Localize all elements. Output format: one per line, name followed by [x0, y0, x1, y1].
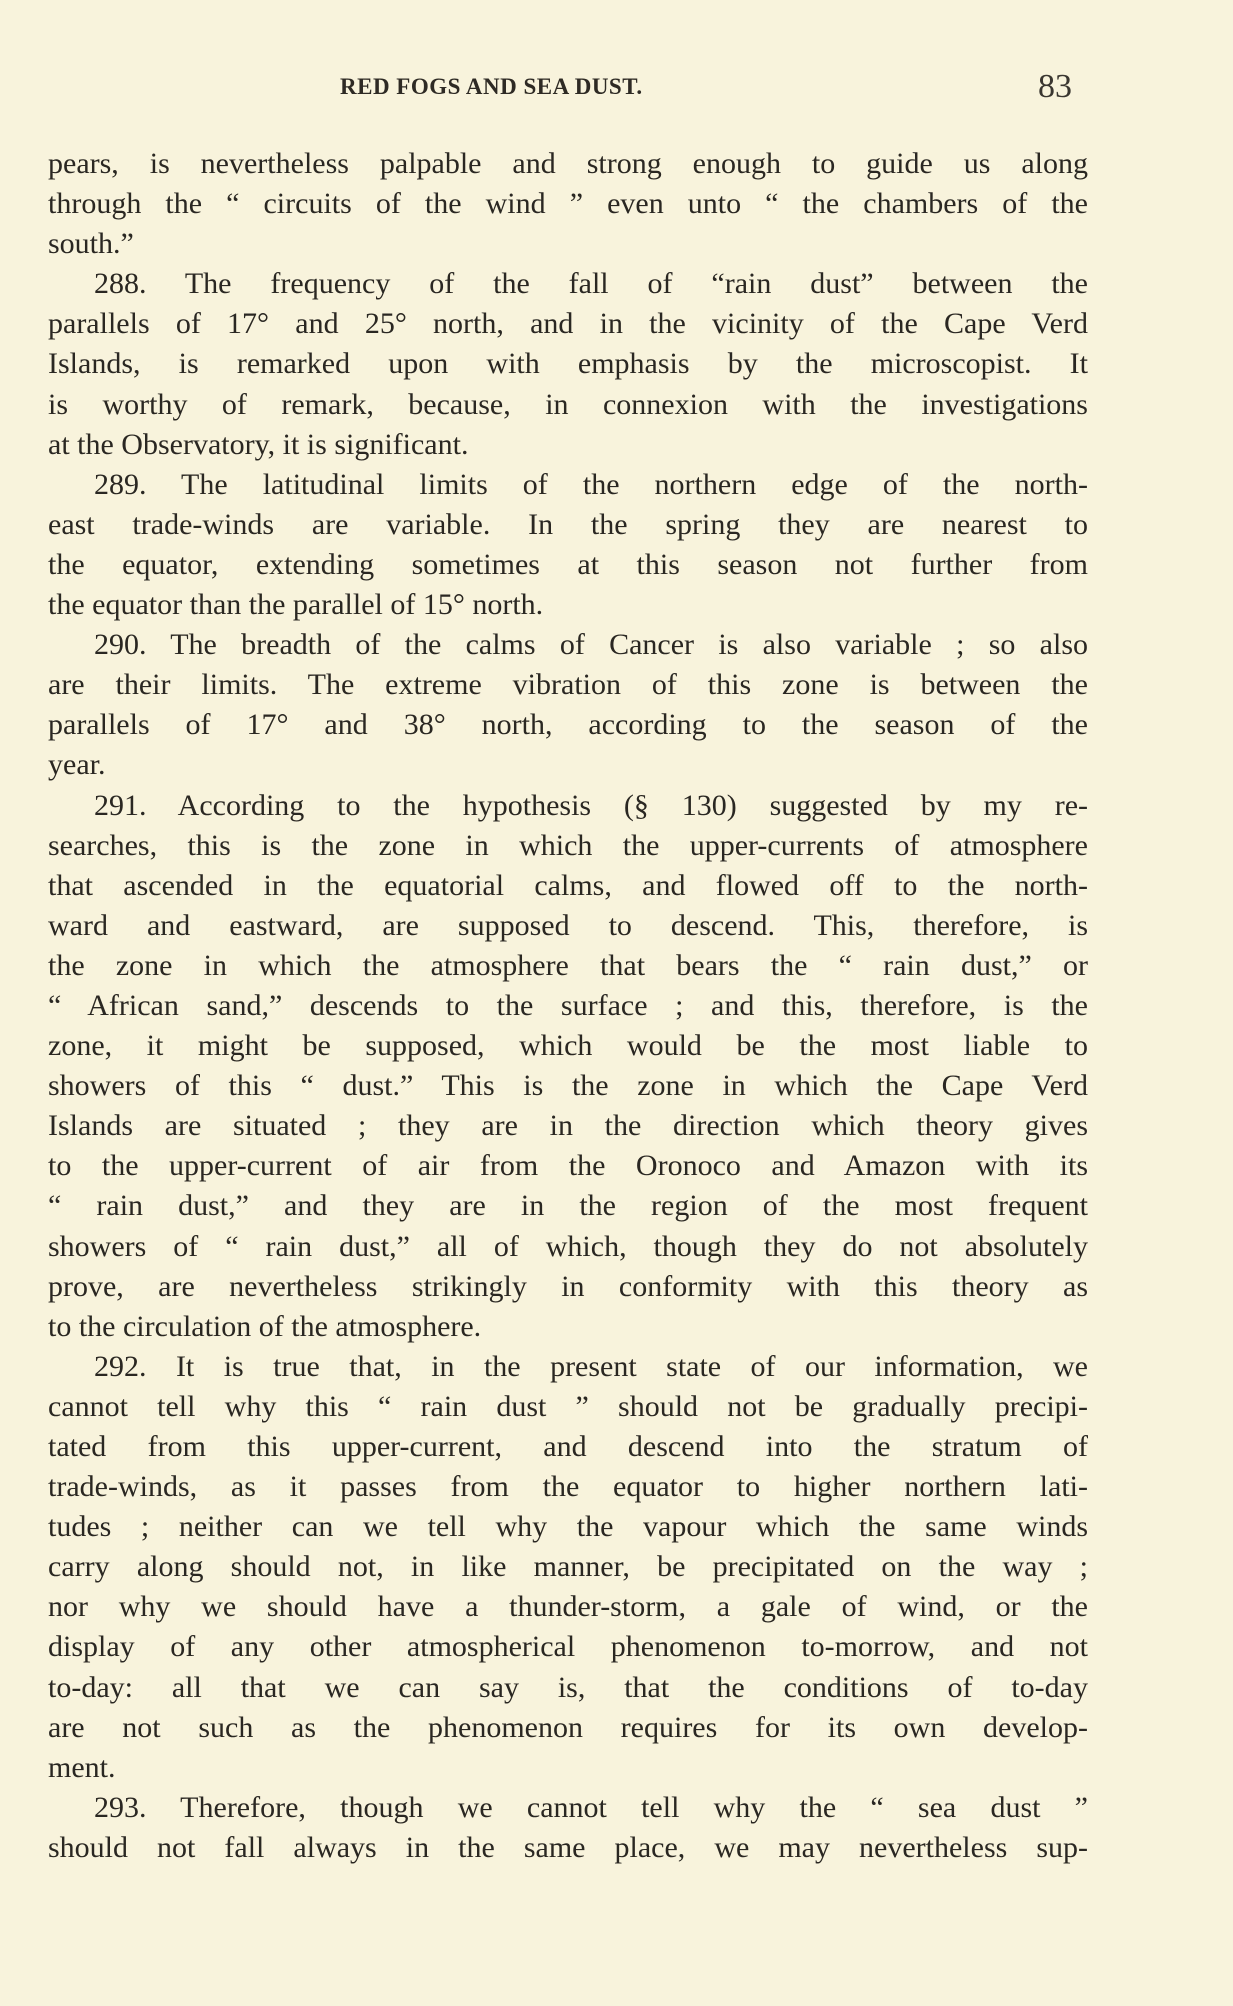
text-line: the equator, extending sometimes at this season not further from — [48, 547, 1088, 581]
text-line: showers of “ rain dust,” all of which, though they do not absolutely — [48, 1229, 1088, 1263]
text-line: the equator than the parallel of 15° north. — [48, 588, 544, 622]
text-line: ment. — [48, 1750, 116, 1784]
text-line: 293. Therefore, though we cannot tell why the “ sea dust ” — [94, 1790, 1088, 1824]
text-line: parallels of 17° and 38° north, according to the season of the — [48, 708, 1088, 742]
text-line: south.” — [48, 227, 134, 261]
text-line: searches, this is the zone in which the upper-currents of atmosphere — [48, 828, 1088, 862]
text-line: zone, it might be supposed, which would be the most liable to — [48, 1029, 1088, 1063]
text-line: ward and eastward, are supposed to descend. This, therefore, is — [48, 908, 1088, 942]
text-line: east trade-winds are variable. In the spring they are nearest to — [48, 507, 1088, 541]
text-line: tated from this upper-current, and descend into the stratum of — [48, 1430, 1088, 1463]
running-title: RED FOGS AND SEA DUST. — [340, 74, 643, 99]
text-line: 292. It is true that, in the present state of our information, we — [94, 1349, 1088, 1383]
page-number: 83 — [1038, 68, 1072, 105]
text-line: to the upper-current of air from the Oronoco and Amazon with its — [48, 1149, 1088, 1183]
text-line: through the “ circuits of the wind ” even unto “ the chambers of the — [48, 187, 1088, 221]
text-line: that ascended in the equatorial calms, and flowed off to the north- — [48, 868, 1088, 902]
text-line: is worthy of remark, because, in connexion with the investigations — [48, 387, 1088, 421]
text-line: at the Observatory, it is significant. — [48, 427, 469, 461]
text-line: are not such as the phenomenon requires for its own develop- — [48, 1710, 1088, 1744]
text-line: prove, are nevertheless strikingly in conformity with this theory as — [48, 1269, 1088, 1303]
text-line: tudes ; neither can we tell why the vapour which the same winds — [48, 1510, 1088, 1544]
text-line: trade-winds, as it passes from the equator to higher northern lati- — [48, 1470, 1088, 1504]
body-text — [48, 144, 1088, 1868]
text-line: are their limits. The extreme vibration of this zone is between the — [48, 668, 1088, 702]
text-line: the zone in which the atmosphere that bears the “ rain dust,” or — [48, 948, 1088, 982]
text-line: to-day: all that we can say is, that the conditions of to-day — [48, 1670, 1088, 1704]
text-line: Islands are situated ; they are in the direction which theory gives — [48, 1109, 1088, 1143]
text-line: to the circulation of the atmosphere. — [48, 1309, 482, 1343]
text-line: should not fall always in the same place, we may nevertheless sup- — [48, 1830, 1088, 1864]
text-line: showers of this “ dust.” This is the zone in which the Cape Verd — [48, 1069, 1088, 1103]
text-line: 288. The frequency of the fall of “rain dust” between the — [94, 267, 1088, 301]
text-line: parallels of 17° and 25° north, and in the vicinity of the Cape Verd — [48, 307, 1088, 341]
text-line: 291. According to the hypothesis (§ 130) suggested by my re- — [94, 788, 1088, 822]
text-line: 290. The breadth of the calms of Cancer is also variable ; so also — [94, 628, 1088, 662]
text-line: cannot tell why this “ rain dust ” should not be gradually precipi- — [48, 1389, 1088, 1423]
text-line: pears, is nevertheless palpable and strong enough to guide us along — [48, 147, 1088, 180]
text-line: Islands, is remarked upon with emphasis by the microscopist. It — [48, 347, 1088, 381]
text-line: “ rain dust,” and they are in the region of the most frequent — [48, 1189, 1088, 1223]
text-line: year. — [48, 748, 106, 782]
page-header — [0, 70, 1233, 110]
text-line: display of any other atmospherical phenomenon to-morrow, and not — [48, 1630, 1088, 1664]
text-line: “ African sand,” descends to the surface ; and this, therefore, is the — [48, 988, 1088, 1022]
text-line: nor why we should have a thunder-storm, a gale of wind, or the — [48, 1590, 1088, 1624]
text-line: 289. The latitudinal limits of the northern edge of the north- — [94, 467, 1088, 501]
text-line: carry along should not, in like manner, be precipitated on the way ; — [48, 1550, 1088, 1584]
